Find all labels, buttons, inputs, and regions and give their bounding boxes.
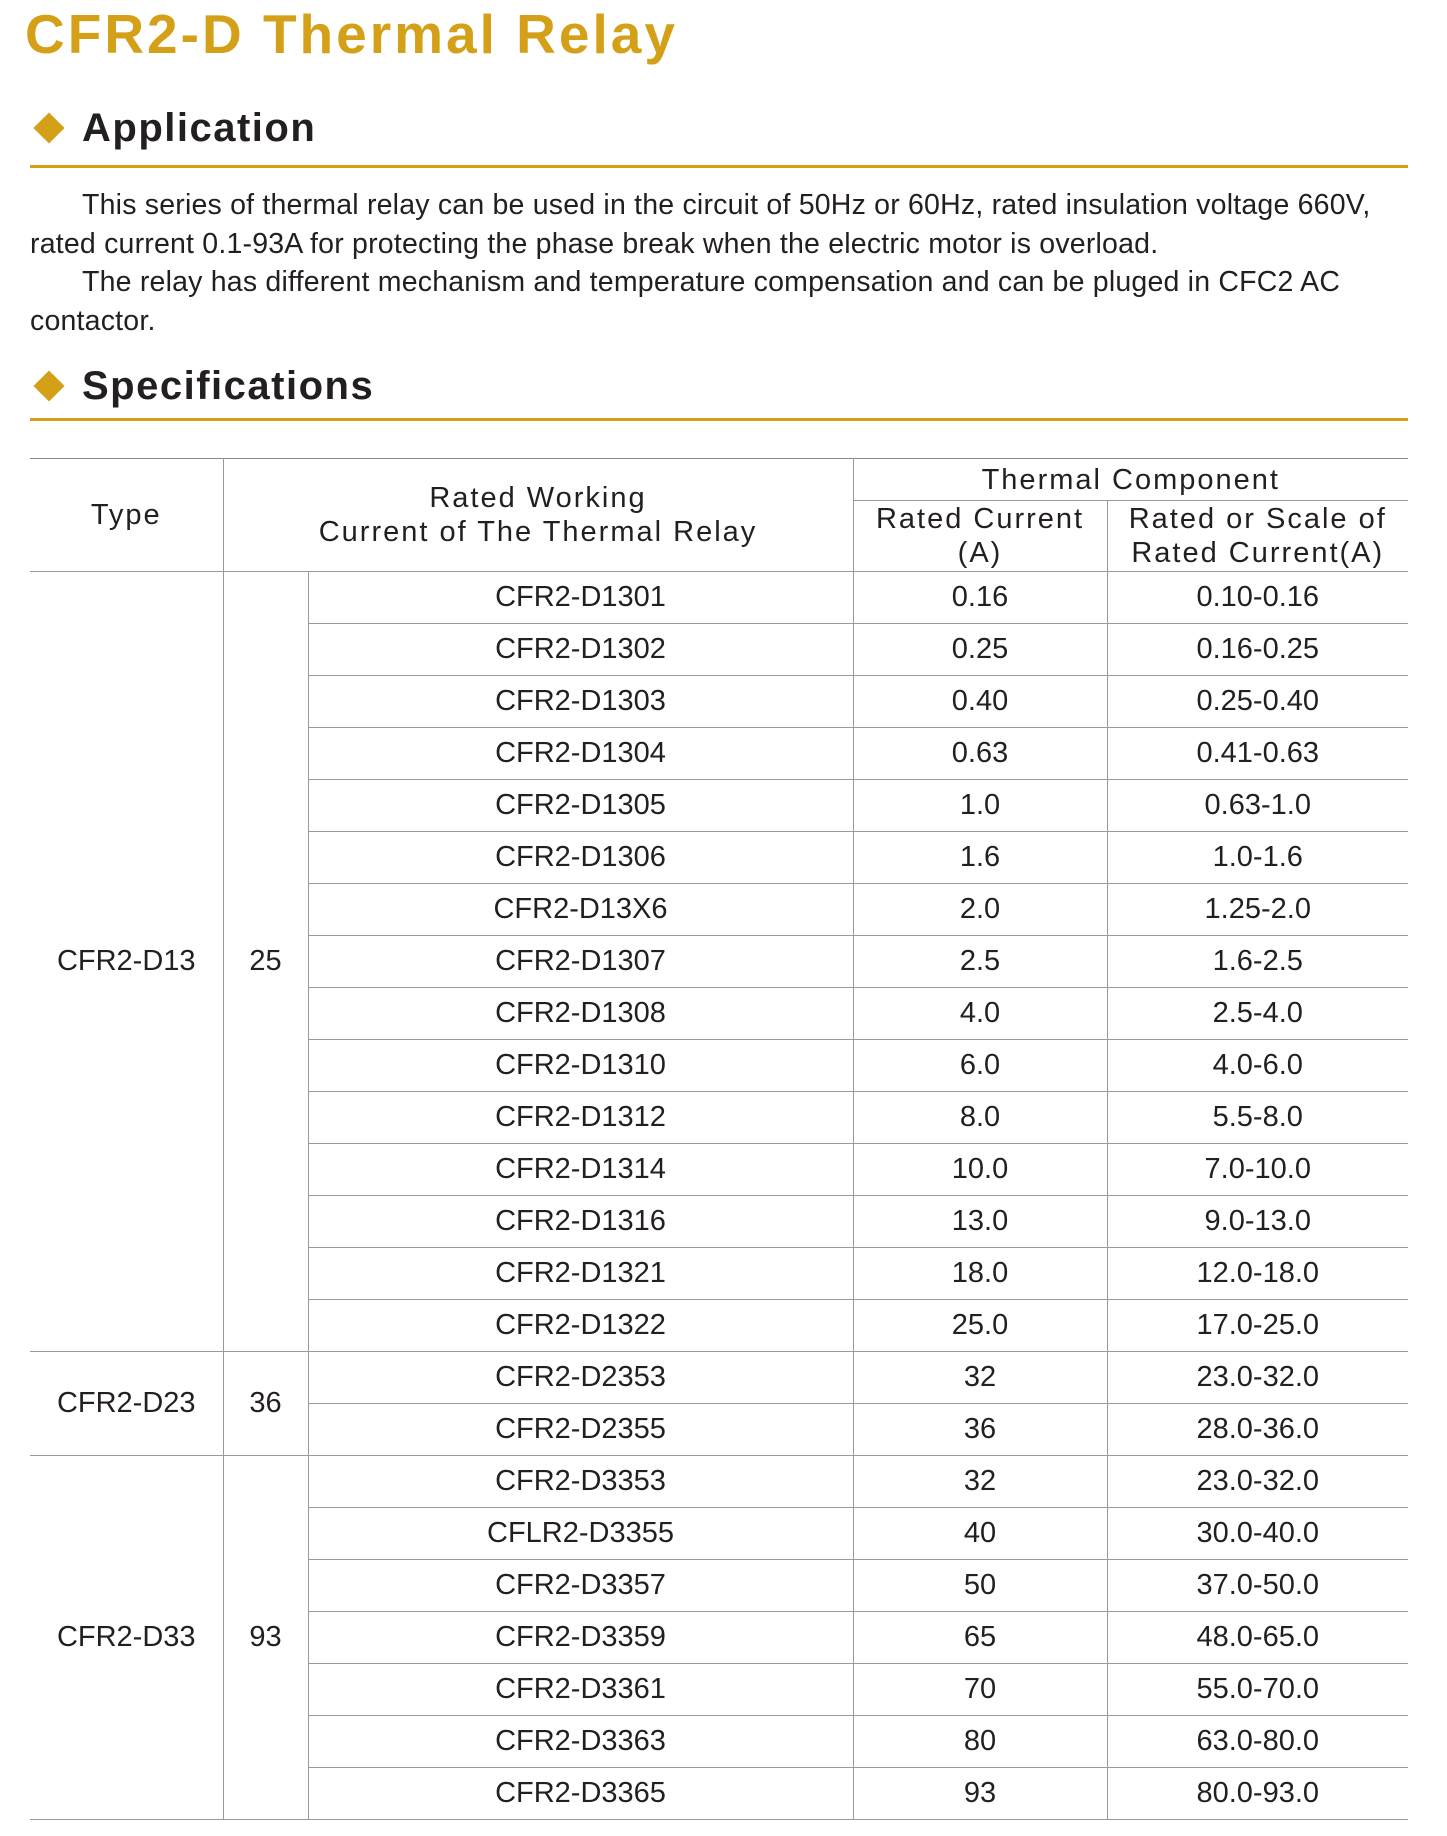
application-heading — [30, 104, 1408, 152]
model-cell: CFR2-D1316 — [308, 1196, 853, 1248]
header-rated-working-line2: Current of The Thermal Relay — [318, 516, 758, 548]
model-cell: CFR2-D3353 — [308, 1456, 853, 1508]
scale-current-cell: 28.0-36.0 — [1107, 1404, 1408, 1456]
scale-current-cell: 0.41-0.63 — [1107, 728, 1408, 780]
model-cell: CFR2-D1303 — [308, 676, 853, 728]
scale-current-cell: 0.16-0.25 — [1107, 624, 1408, 676]
model-cell: CFR2-D1307 — [308, 936, 853, 988]
rated-current-cell: 10.0 — [853, 1144, 1107, 1196]
header-rated-current-line1: Rated Current — [875, 503, 1085, 535]
model-cell: CFLR2-D3355 — [308, 1508, 853, 1560]
header-scale-line1: Rated or Scale of — [1128, 503, 1387, 535]
rated-current-cell: 40 — [853, 1508, 1107, 1560]
rated-current-cell: 1.6 — [853, 832, 1107, 884]
model-cell: CFR2-D3361 — [308, 1664, 853, 1716]
header-rated-current — [853, 501, 1107, 572]
header-thermal-component: Thermal Component — [853, 459, 1408, 501]
scale-current-cell: 0.63-1.0 — [1107, 780, 1408, 832]
model-cell: CFR2-D3359 — [308, 1612, 853, 1664]
scale-current-cell: 30.0-40.0 — [1107, 1508, 1408, 1560]
model-cell: CFR2-D3365 — [308, 1768, 853, 1820]
rated-current-cell: 0.25 — [853, 624, 1107, 676]
scale-current-cell: 5.5-8.0 — [1107, 1092, 1408, 1144]
scale-current-cell: 9.0-13.0 — [1107, 1196, 1408, 1248]
rated-current-cell: 8.0 — [853, 1092, 1107, 1144]
rated-current-cell: 1.0 — [853, 780, 1107, 832]
rated-current-cell: 93 — [853, 1768, 1107, 1820]
application-title: Application — [82, 105, 317, 150]
rated-current-cell: 0.16 — [853, 572, 1107, 624]
model-cell: CFR2-D1321 — [308, 1248, 853, 1300]
scale-current-cell: 1.0-1.6 — [1107, 832, 1408, 884]
model-cell: CFR2-D3363 — [308, 1716, 853, 1768]
rated-current-cell: 25.0 — [853, 1300, 1107, 1352]
rated-current-cell: 70 — [853, 1664, 1107, 1716]
scale-current-cell: 0.25-0.40 — [1107, 676, 1408, 728]
rated-working-current-cell: 36 — [223, 1352, 308, 1456]
application-paragraph-1: This series of thermal relay can be used in the circuit of 50Hz or 60Hz, rated insulation voltage 660V, rated current 0.1-93A for protecting the phase break when the electric motor is overload. — [30, 189, 1371, 260]
rated-current-cell: 18.0 — [853, 1248, 1107, 1300]
rated-current-cell: 65 — [853, 1612, 1107, 1664]
type-cell: CFR2-D13 — [30, 572, 223, 1352]
rated-current-cell: 4.0 — [853, 988, 1107, 1040]
rated-current-cell: 0.40 — [853, 676, 1107, 728]
specifications-title: Specifications — [82, 363, 375, 408]
model-cell: CFR2-D1305 — [308, 780, 853, 832]
application-paragraph-2: The relay has different mechanism and temperature compensation and can be pluged in CFC2 AC contactor. — [30, 266, 1341, 337]
rated-current-cell: 6.0 — [853, 1040, 1107, 1092]
model-cell: CFR2-D1302 — [308, 624, 853, 676]
specifications-heading — [30, 362, 1408, 410]
table-row — [30, 572, 1408, 624]
scale-current-cell: 12.0-18.0 — [1107, 1248, 1408, 1300]
header-scale-line2: Rated Current(A) — [1131, 537, 1385, 569]
specifications-divider — [30, 418, 1408, 421]
scale-current-cell: 23.0-32.0 — [1107, 1352, 1408, 1404]
scale-current-cell: 7.0-10.0 — [1107, 1144, 1408, 1196]
model-cell: CFR2-D2353 — [308, 1352, 853, 1404]
scale-current-cell: 0.10-0.16 — [1107, 572, 1408, 624]
model-cell: CFR2-D3357 — [308, 1560, 853, 1612]
model-cell: CFR2-D1312 — [308, 1092, 853, 1144]
scale-current-cell: 55.0-70.0 — [1107, 1664, 1408, 1716]
model-cell: CFR2-D1301 — [308, 572, 853, 624]
scale-current-cell: 1.25-2.0 — [1107, 884, 1408, 936]
table-row — [30, 1352, 1408, 1404]
model-cell: CFR2-D1306 — [308, 832, 853, 884]
scale-current-cell: 80.0-93.0 — [1107, 1768, 1408, 1820]
type-cell: CFR2-D23 — [30, 1352, 223, 1456]
table-row — [30, 1456, 1408, 1508]
scale-current-cell: 48.0-65.0 — [1107, 1612, 1408, 1664]
model-cell: CFR2-D1304 — [308, 728, 853, 780]
rated-current-cell: 32 — [853, 1352, 1107, 1404]
rated-current-cell: 36 — [853, 1404, 1107, 1456]
header-type: Type — [30, 459, 223, 572]
diamond-icon — [33, 370, 64, 401]
specifications-table-body — [30, 572, 1408, 1820]
scale-current-cell: 4.0-6.0 — [1107, 1040, 1408, 1092]
rated-current-cell: 50 — [853, 1560, 1107, 1612]
header-rated-working-line1: Rated Working — [429, 482, 647, 514]
model-cell: CFR2-D1322 — [308, 1300, 853, 1352]
model-cell: CFR2-D2355 — [308, 1404, 853, 1456]
type-cell: CFR2-D33 — [30, 1456, 223, 1820]
rated-working-current-cell: 25 — [223, 572, 308, 1352]
model-cell: CFR2-D13X6 — [308, 884, 853, 936]
scale-current-cell: 17.0-25.0 — [1107, 1300, 1408, 1352]
scale-current-cell: 23.0-32.0 — [1107, 1456, 1408, 1508]
specifications-table — [30, 458, 1408, 1820]
header-rated-current-line2: (A) — [957, 537, 1003, 569]
diamond-icon — [33, 112, 64, 143]
rated-current-cell: 80 — [853, 1716, 1107, 1768]
rated-current-cell: 2.5 — [853, 936, 1107, 988]
scale-current-cell: 1.6-2.5 — [1107, 936, 1408, 988]
model-cell: CFR2-D1310 — [308, 1040, 853, 1092]
rated-working-current-cell: 93 — [223, 1456, 308, 1820]
rated-current-cell: 13.0 — [853, 1196, 1107, 1248]
scale-current-cell: 63.0-80.0 — [1107, 1716, 1408, 1768]
rated-current-cell: 0.63 — [853, 728, 1107, 780]
rated-current-cell: 32 — [853, 1456, 1107, 1508]
rated-current-cell: 2.0 — [853, 884, 1107, 936]
application-divider — [30, 165, 1408, 168]
model-cell: CFR2-D1308 — [308, 988, 853, 1040]
model-cell: CFR2-D1314 — [308, 1144, 853, 1196]
header-rated-working-current — [223, 459, 853, 572]
header-scale-of-current — [1107, 501, 1408, 572]
page-title: CFR2-D Thermal Relay — [25, 3, 678, 65]
scale-current-cell: 37.0-50.0 — [1107, 1560, 1408, 1612]
scale-current-cell: 2.5-4.0 — [1107, 988, 1408, 1040]
